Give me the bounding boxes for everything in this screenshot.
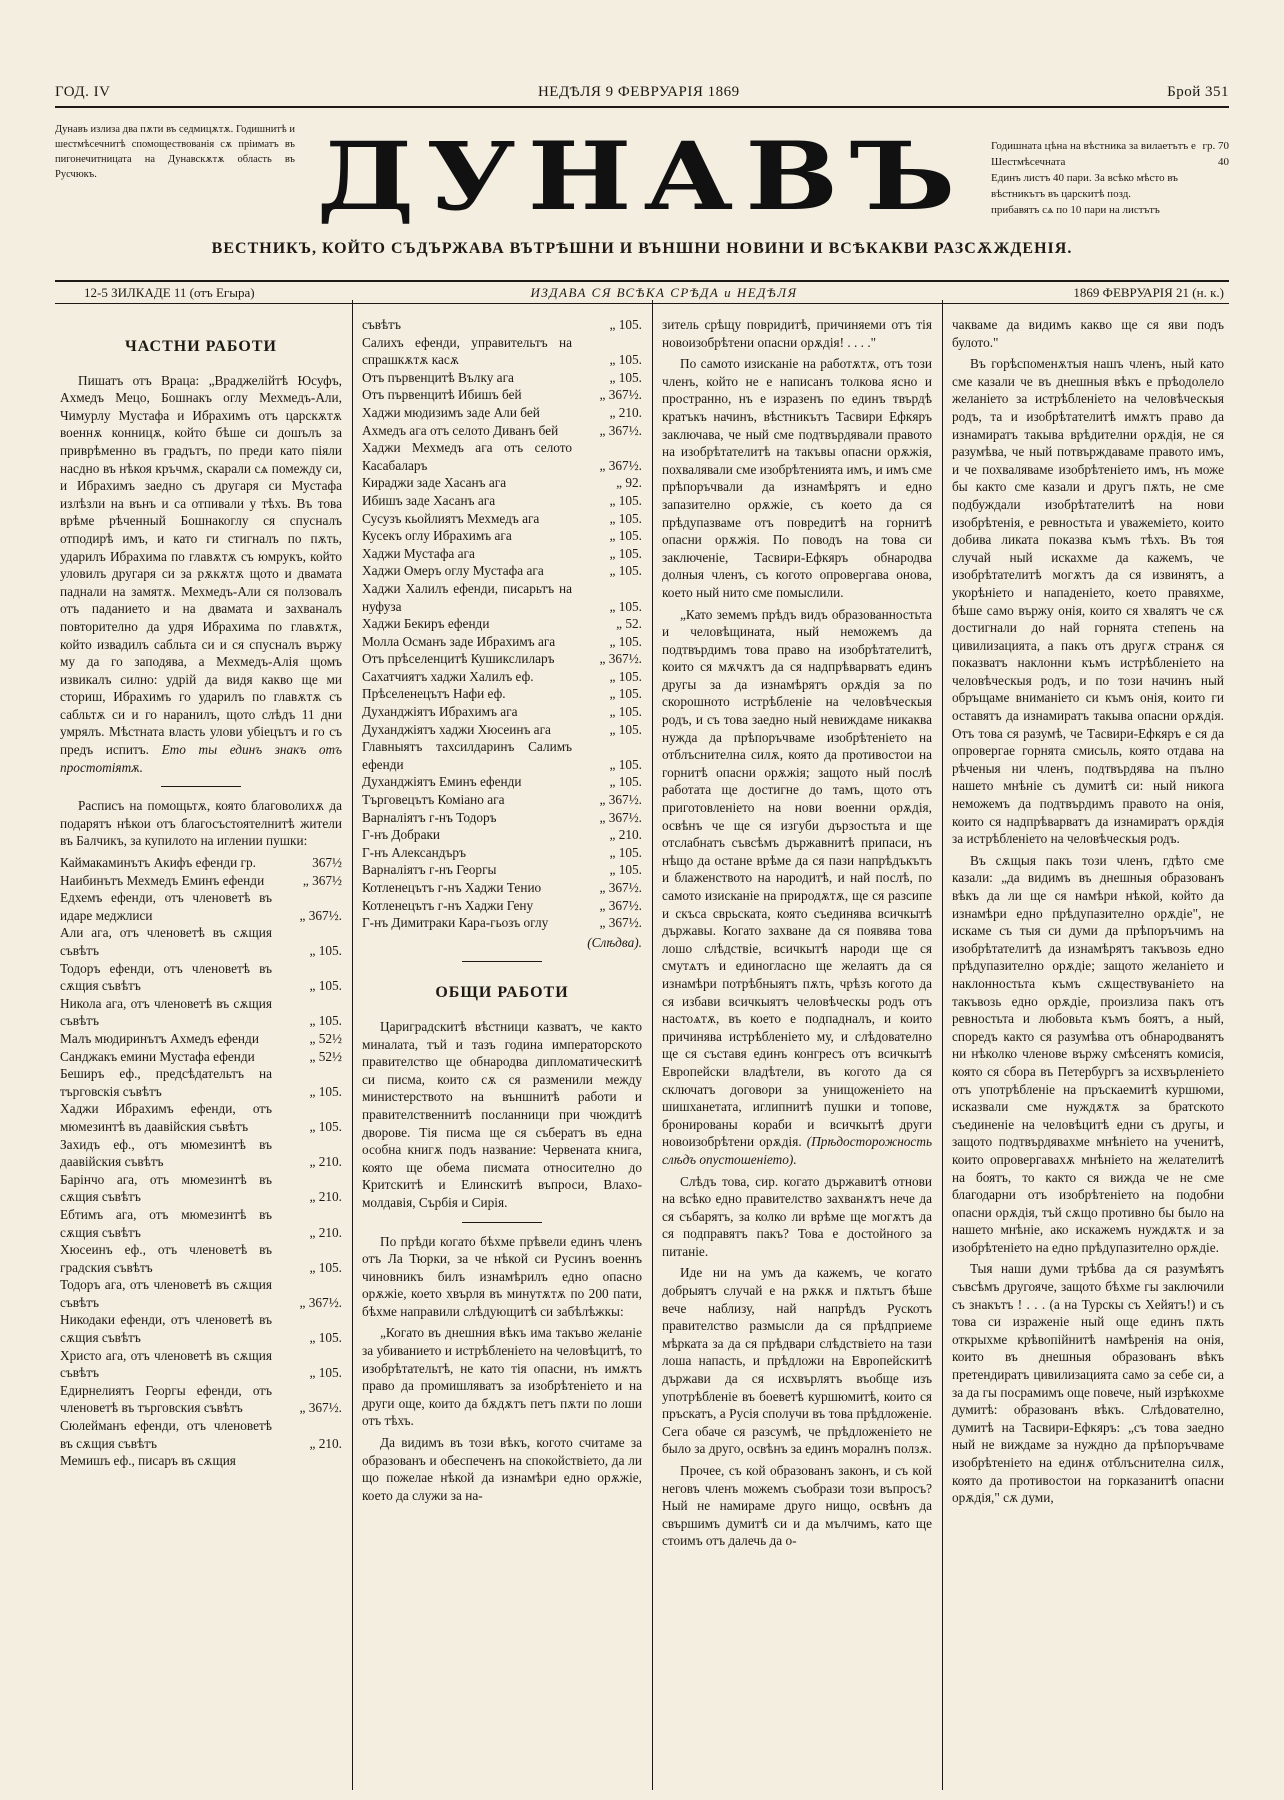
masthead-left-note: Дунавъ излиза два пѫти въ седмицѫтѫ. Годишнитѣ и шестмѣсечнитѣ спомоществованія сѫ пріиматъ въ пигонечитницата на Дунавскѫтѫ область въ Русчюкъ. <box>55 124 295 180</box>
donor-name: Хаджи Бекиръ ефенди <box>362 616 490 632</box>
column-divider <box>352 300 353 1790</box>
publication-schedule: ИЗДАВА СЯ ВСѢКА СРѢДА и НЕДѢЛЯ <box>530 285 798 300</box>
donation-amount: „ 105. <box>609 352 642 368</box>
column-4 <box>952 316 1224 1786</box>
donor-name: Отъ прѣселенцитѣ Кушикслиларъ <box>362 651 555 667</box>
donation-entry <box>362 334 642 369</box>
column-2 <box>362 316 642 1786</box>
donation-amount: „ 105. <box>609 844 642 860</box>
donation-amount: „ 210. <box>309 1435 342 1451</box>
donation-amount: „ 105. <box>609 369 642 385</box>
newspaper-subtitle: ВЕСТНИКЪ, КОЙТО СЪДЪРЖАВА ВЪТРѢШНИ И ВЪНШНИ НОВИНИ И ВСѢКАКВИ РАЗСѪЖДЕНІЯ. <box>211 240 1073 257</box>
donation-amount: „ 105. <box>309 1013 342 1029</box>
top-line <box>55 84 1229 101</box>
article-paragraph: Пишатъ отъ Враца: „Враджелійтѣ Юсуфъ, Ахмедъ Мецо, Бошнакъ оглу Мехмедъ-Али, Чимурлу Мустафа и Ибрахимъ отъ царскѫтѫ военнѫ конницѫ, който бѣше си дошълъ за приврѣменно въ градътъ, по преди като піяли насдно въ нѣкоя кръчмѫ, скарали сѧ помежду си, и Ибрахимъ заедно съ другаря си Мустафа излѣзли на вънъ и са отпивали у тѣхъ. Въ това врѣме рѣченный Бошнакоглу ся спусналъ отподирѣ имъ, и като ги стигналъ по пѫть, ударилъ Ибрахима по главѫтѫ съ юмрукъ, който уловилъ другаря си за рѫкѫтѫ щото и двамата паднали на замятѫ. Мехмедъ-Али ся ползовалъ отъ паданието и на двамата и захваналъ повторително да удря Ибрахима по главѫтѫ, който извадилъ сабльта си и ся спусналъ вържу му да го заподява, а Мехмедъ-Алія щомъ извикалъ силно: удрій да видя какво ще ми сториш, Ибрахимъ го ударилъ по главѫтѫ съ сабльтѫ си и го наранилъ, щото слѣдъ 11 дни умрялъ. Мѣстната власть улови убіецътъ и го съ предъ испитъ. Ето ты единъ знакъ отъ простотіятѫ. <box>60 372 342 775</box>
article-paragraph: По прѣди когато бѣхме прѣвели единъ членъ отъ Ла Тюрки, за че нѣкой си Русинъ военнъ чиновникъ билъ изнамѣрилъ едно опасно орѫжіе, което хвърля въ минутѫтѫ по 200 пати, бѣхме направили слѣдующитѣ си забѣлѣжкы: <box>362 1233 642 1319</box>
donor-name: Котленецътъ г-нъ Хаджи Тенио <box>362 880 542 895</box>
donation-amount: „ 105. <box>309 1365 342 1381</box>
donation-amount: „ 367½. <box>299 1294 342 1310</box>
donation-entry <box>362 844 642 862</box>
donation-entry <box>362 650 642 668</box>
donation-amount: „ 105. <box>609 492 642 508</box>
donation-amount: „ 367½. <box>599 809 642 825</box>
donor-name: Никола ага, отъ членоветѣ въ сѫщия съвѣтъ <box>60 995 272 1029</box>
donation-entry <box>362 404 642 422</box>
donation-amount: „ 52½ <box>309 1048 342 1064</box>
donor-name: Санджакъ емини Мустафа ефенди <box>60 1048 255 1064</box>
donation-amount: „ 105. <box>609 686 642 702</box>
donor-name: Отъ първенцитѣ Вълку ага <box>362 369 514 385</box>
donation-entry <box>362 386 642 404</box>
masthead-price-box <box>991 138 1229 218</box>
donation-entry <box>362 422 642 440</box>
donation-entry <box>362 897 642 915</box>
donation-amount: „ 105. <box>309 978 342 994</box>
donation-entry <box>60 889 342 924</box>
donor-name: Г-нъ Димитраки Кара-гьозъ оглу <box>362 915 549 931</box>
donor-name: Главныятъ тахсилдаринъ Салимъ ефенди <box>362 739 572 772</box>
donation-amount: „ 105. <box>609 563 642 579</box>
price-line: Единъ листъ 40 пари. За всѣко мѣсто въ вѣстникътъ въ царскитѣ позд. <box>991 172 1178 200</box>
donor-name: Наибинътъ Мехмедъ Еминъ ефенди <box>60 872 265 888</box>
donor-name: Хаджи Мустафа ага <box>362 545 475 561</box>
donor-name: Хаджи Мехмедъ ага отъ селото Касабаларъ <box>362 440 572 473</box>
donation-amount: „ 367½. <box>599 387 642 403</box>
donation-amount: „ 105. <box>609 756 642 772</box>
donation-amount: „ 210. <box>609 827 642 843</box>
donation-entry <box>60 1171 342 1206</box>
donor-name: Кусекъ оглу Ибрахимъ ага <box>362 528 512 544</box>
donation-entry <box>60 924 342 959</box>
donation-entry <box>60 1311 342 1346</box>
article-paragraph: По самото изисканіе на работѫтѫ, отъ този членъ, който не е написанъ толкова ясно и пространно, нъ е изразенъ по единъ твърдѣ кратъкъ начинъ, вѣстникътъ Тасвири Ефкяръ заключава, че ный сме подтвърдявали правото на изобрѣтателитѣ на такъвы опасни орѫжія, похвалявали сме изобрѣтенията имъ, и имъ сме прѣпоръчвали да изнамѣрятъ и едно запазително орѫжіе, съ което да ся прѣдупазваме отъ повредитѣ на горнитѣ опасни орѫжія. По поводъ на това си заключеніе, Тасвири-Ефкяръ обнародва долныя членъ, съ когото опровергава онова, което ный нито сме помыслили. <box>662 356 932 600</box>
donation-entry <box>362 809 642 827</box>
section-heading-general: ОБЩИ РАБОТИ <box>435 984 569 1002</box>
article-separator <box>462 1222 542 1223</box>
donation-amount: „ 105. <box>309 1259 342 1275</box>
donation-amount: „ 52. <box>616 616 642 632</box>
column-divider <box>942 300 943 1790</box>
column-3 <box>662 316 932 1786</box>
issue-date: НЕДѢЛЯ 9 ФЕВРУАРІЯ 1869 <box>537 84 740 100</box>
donation-entry <box>362 861 642 879</box>
donor-name: Тодоръ ефенди, отъ членоветѣ въ сѫщия съвѣтъ <box>60 960 272 994</box>
donation-amount: „ 105. <box>609 704 642 720</box>
donation-amount: „ 367½ <box>302 872 342 888</box>
newspaper-title: ДУНАВЪ <box>316 121 968 232</box>
dateline <box>84 285 1224 301</box>
donation-entry <box>362 633 642 651</box>
donor-name: Барінчо ага, отъ мюмезинтѣ въ сѫщия съвѣтъ <box>60 1171 272 1205</box>
donor-name: Отъ първенцитѣ Ибишъ бей <box>362 387 522 403</box>
donation-amount: „ 105. <box>609 774 642 790</box>
donor-name: Търговецътъ Коміано ага <box>362 792 505 808</box>
dateline-bottom-rule <box>55 303 1229 304</box>
donor-name: Духанджіятъ хаджи Хюсеинъ ага <box>362 721 551 737</box>
article-paragraph: Иде ни на умъ да кажемъ, че когато добрыятъ случай е на рѫкѫ и пѫтьтъ бѣше вече наблизу, най напрѣдъ Рускотъ правителство размысли да ся прѣдприеме мѣрката за да ся прѣдвари слѣдствіето на тази лоша напасть, и прѣдложи на Европейскитѣ държави да ся исхвърлятъ въобще изъ употрѣбленіе въ боеветѣ куршюмитѣ, които ся пръскатъ, а Русія сполучи въ това прѣдложеніе. Сега обаче ся разсумѣ, че прѣдложеніето не было за друго, освѣнъ за единъ моралнъ ползѫ. <box>662 1265 932 1457</box>
donation-entry <box>362 510 642 528</box>
donation-amount: „ 367½. <box>599 457 642 473</box>
article-paragraph: „Когато въ днешния вѣкъ има такъво желаніе за убиванието и истрѣбленіето на человѣцитѣ, то изобрѣтательтѣ, не като тія опасни, нъ имѫтъ право да промишляватъ за изобрѣтеніето и на други още, които да бѫдѫтъ петъ пѫти по лоши отъ тѣхъ. <box>362 1325 642 1429</box>
donation-entry <box>362 580 642 615</box>
donor-name: Хаджи мюдизимъ заде Али бей <box>362 404 540 420</box>
donation-amount: „ 367½. <box>599 422 642 438</box>
donor-name: Ахмедъ ага отъ селото Диванъ бей <box>362 422 559 438</box>
donor-name: Хаджи Халилъ ефенди, писарьтъ на нуфуза <box>362 580 572 614</box>
donation-amount: „ 52½ <box>309 1030 342 1046</box>
hijri-date: 12-5 ЗИЛКАДЕ 11 (отъ Егыра) <box>84 285 255 300</box>
article-paragraph: „Като земемъ прѣдъ видъ образованностьта и человѣщината, ный неможемъ да подтвърдимъ това право на изобрѣтателитѣ, които ся мѫчѫтъ да ся надпрѣварватъ единъ другы за да изнамѣрятъ орѫдія за по скорошното истрѣбленіе на человѣческыя родъ, и съ това заедно ный невиждаме никаква нужда да прѣпоръчваме изобрѣтеніето на отблъснителна силѫ, която да противостои на горнитѣ опасни орѫжія; защото ный послѣ работата ще достигне до тамъ, щото отъ приготовленіето на нови военни орѫдія, освѣнъ че ще ся изгуби дързостьта и ще отслабнатъ съвсѣмъ държавнитѣ припаси, нъ нѣщо да остане врѣме да ся пази напрѣдъкътъ и блаженството на народитѣ, и най послѣ, по самото изисканіе на природѫтѫ, ще ся разсипе и скъса сврьската, която съединява всичкытѣ държавы. Когато захване да ся появява това лошо слѣдствіе, всичкытѣ народи ще ся смутѧтъ и единогласно ще желаятъ да ся изнамѣри потрѣбныятъ пѫть, чрѣзъ когото да ся избави всичкыятъ человѣческы родъ отъ настоѧтѫ, въ което е подпадналъ, и които причинява истрѣбленіето му, и слѣдователно ще ся съставя единъ конгресъ отъ всичкытѣ Европейски владѣтели, въ когото да ся сключатъ договори за унищоженіето на шишханетата, иглипнитѣ пушки и топове, бронированы кораби и всичкытѣ други новоизобрѣтени орѫдія. (Прѣдосторожность слѣдъ опустошеніето). <box>662 606 932 1167</box>
donation-entry <box>362 562 642 580</box>
donation-amount: „ 367½. <box>599 897 642 913</box>
donation-entry <box>362 773 642 791</box>
donation-entry <box>362 474 642 492</box>
donation-entry <box>60 1048 342 1066</box>
donation-entry <box>362 879 642 897</box>
donation-amount: „ 210. <box>309 1154 342 1170</box>
donation-amount: „ 105. <box>309 943 342 958</box>
donation-amount: „ 367½. <box>599 880 642 895</box>
column-divider <box>652 300 653 1790</box>
donor-name: Духанджіятъ Ибрахимъ ага <box>362 704 518 720</box>
donation-amount: „ 210. <box>609 404 642 420</box>
donation-entry <box>362 668 642 686</box>
donor-name: Едирнелиятъ Георгы ефенди, отъ членоветѣ въ търговския съвѣтъ <box>60 1382 272 1416</box>
donation-amount: „ 105. <box>609 668 642 684</box>
donation-amount: „ 105. <box>609 598 642 614</box>
donor-name: Хюсеинъ еф., отъ членоветѣ въ градския съвѣтъ <box>60 1242 272 1275</box>
donor-name: Едхемъ ефенди, отъ членоветѣ въ идаре меджлиси <box>60 890 272 923</box>
donation-amount: „ 367½. <box>599 915 642 931</box>
donation-amount: „ 367½. <box>599 651 642 667</box>
donor-name: Духанджіятъ Еминъ ефенди <box>362 774 522 790</box>
donation-entry <box>362 527 642 545</box>
donor-name: Сюлейманъ ефенди, отъ членоветѣ въ сѫщия съвѣтъ <box>60 1418 272 1451</box>
donation-amount: „ 105. <box>609 862 642 878</box>
article-paragraph: Въ горѣспоменѫтыя нашъ членъ, ный като сме казали че въ днешныя вѣкъ е прѣодолело желаніето за истрѣбленіето на человѣческыя родъ, та и изобрѣтателитѣ имѫтъ право да изнамиратъ такывa врѣдителни орѫдія, не ся разумѣва, че ный потвърждаваме правото имъ, и че похваляваме изобрѣтеніето имъ, нъ може бы както сме казали и другъ пѫть, не сме подбуждали изобрѣтателитѣ на нови изобрѣтенія, е ревностьта и уважеміето, които добива ликата показва къмъ тѣхъ. Въ тоя случай ный искахме да кажемъ, че изобрѣтателитѣ могѫтъ да ся извинятъ, а укорѣніето и нападеніето, което правяхме, бѣше само вържу онія, които ся хвалятъ че сѫ достигнали до най горнята степень на цивилизацията, а пакъ отъ другѫ странѫ ся показватъ наклонни къмъ истрѣбленіето на человѣческыя родъ, и по този начинъ ный обръщаме вниманіето си къмъ онія, които ги оставятъ да изнамиратъ такывa опасни орѫдія. Отъ това ся разумѣ, че Тасвири-Ефкяръ е ся да опровергае горнята смисьль, която отдава на рѣченыя ни членъ, подтвърдява на пълно нашето мнѣніе съ думитѣ си: ный никога неможемъ да подтвърдимъ правото на онія, които ся надпрѣварватъ да изнамиратъ орѫдія за истрѣбленіето на человѣческыя родъ. <box>952 356 1224 847</box>
donation-entry <box>362 316 642 334</box>
article-separator <box>462 961 542 962</box>
donor-name: Хаджи Омеръ оглу Мустафа ага <box>362 563 544 579</box>
issue-number: Брой 351 <box>1167 84 1229 100</box>
donor-name: Беширъ еф., предсѣдательтъ на търговскія съвѣтъ <box>60 1066 272 1099</box>
donation-amount: „ 105. <box>609 633 642 649</box>
donor-name: Али ага, отъ членоветѣ въ сѫщия съвѣтъ <box>60 925 272 958</box>
donor-name: Г-нъ Александъръ <box>362 844 466 860</box>
donation-amount: „ 105. <box>609 721 642 737</box>
donation-amount: „ 105. <box>309 1330 342 1346</box>
donation-entry <box>362 791 642 809</box>
donor-name: Тодоръ ага, отъ членоветѣ въ сѫщия съвѣтъ <box>60 1277 272 1310</box>
donation-amount: „ 105. <box>309 1083 342 1099</box>
donation-entry <box>60 1100 342 1135</box>
donation-amount: „ 210. <box>309 1224 342 1240</box>
donor-name: Салихъ ефенди, управительтъ на спрашкѫтѫ касѫ <box>362 334 572 368</box>
donation-amount: „ 105. <box>309 1118 342 1134</box>
donor-name: Ибишъ заде Хасанъ ага <box>362 492 496 508</box>
donation-amount: „ 367½. <box>299 907 342 923</box>
donation-entry <box>60 1136 342 1171</box>
donation-entry <box>60 872 342 890</box>
donation-entry <box>362 703 642 721</box>
year-label: ГОД. IV <box>55 84 111 100</box>
donor-name: Прѣселенецътъ Нафи еф. <box>362 686 506 702</box>
donation-amount: „ 367½. <box>299 1400 342 1416</box>
donor-name: Котленецътъ г-нъ Хаджи Гену <box>362 897 534 913</box>
article-paragraph: зитель срѣщу повридитѣ, причиняеми отъ тія новоизобрѣтени опасни орѫдія! . . . ." <box>662 317 932 350</box>
donation-list <box>60 854 342 1470</box>
donor-name: Сахатчиятъ хаджи Халилъ еф. <box>362 668 534 684</box>
donation-entry <box>362 738 642 773</box>
donation-entry <box>60 960 342 995</box>
donation-amount: „ 105. <box>609 545 642 561</box>
donor-name: Варналіятъ г-нъ Георгы <box>362 862 497 878</box>
donor-name: Никодаки ефенди, отъ членоветѣ въ сѫщия съвѣтъ <box>60 1312 272 1346</box>
donor-name: съвѣтъ <box>362 317 401 332</box>
article-paragraph: Тыя наши думи трѣбва да ся разумѣятъ съвсѣмъ другояче, защото бѣхме гы заключили съ знакътъ ! . . . (а на Турскы съ Хейятъ!) и съ това си израженіе ный още единъ пѫть открыхме крѣвопійнитѣ намѣренія на онія, които въ днешныя образованъ вѣкъ претендиратъ цивилизацията само за себе си, а за да гы посрамимъ още повече, ный изрѣкохме думитѣ: образованъ вѣкъ. Слѣдователно, думитѣ на Тасвири-Ефкяръ: „съ това заедно ный не виждаме за нуждно да прѣпоръчваме изобрѣтеніето на единѫ отблъснителна силѫ, която да противостои на горказанитѣ опасни орѫдія," сѫ думи, <box>952 1261 1224 1506</box>
donation-amount: „ 210. <box>309 1189 342 1205</box>
donation-list <box>362 316 642 932</box>
price-line: прибавятъ сѧ по 10 пари на листътъ <box>991 204 1160 216</box>
top-rule <box>55 106 1229 108</box>
donor-name: Христо ага, отъ членоветѣ въ сѫщия съвѣтъ <box>60 1347 272 1381</box>
quoted-note: (Прѣдосторожность слѣдъ опустошеніето). <box>662 1134 932 1167</box>
donation-entry <box>362 369 642 387</box>
donation-amount: „ 105. <box>609 317 642 332</box>
donation-entry <box>60 1417 342 1452</box>
price-line: Шестмѣсечната 40 <box>991 156 1229 168</box>
editor-note: Ето ты единъ знакъ отъ простотіятѫ. <box>60 742 342 775</box>
donor-name: Малъ мюдиринътъ Ахмедъ ефенди <box>60 1030 259 1046</box>
donation-amount: „ 105. <box>609 510 642 526</box>
article-paragraph: Расписъ на помощьтѫ, която благоволихѫ да подарятъ нѣкои отъ благосъстоятелнитѣ жители въ Балчикъ, за купилото на иглении пушки: <box>60 798 342 849</box>
donation-entry <box>60 1452 342 1470</box>
donation-entry <box>60 1241 342 1276</box>
donor-name: Варналіятъ г-нъ Тодоръ <box>362 809 497 825</box>
donation-entry <box>362 439 642 474</box>
donor-name: Г-нъ Добраки <box>362 827 441 843</box>
donation-entry <box>60 1276 342 1311</box>
donor-name: Захидъ еф., отъ мюмезинтѣ въ даавійския съвѣтъ <box>60 1136 272 1170</box>
article-separator <box>161 786 241 787</box>
donation-entry <box>60 1030 342 1048</box>
donation-entry <box>60 995 342 1030</box>
donor-name: Каймакаминътъ Акифъ ефенди гр. <box>60 855 256 871</box>
donation-entry <box>60 1206 342 1241</box>
continued-mark: (Слѣдва). <box>587 934 642 950</box>
donation-entry <box>362 685 642 703</box>
donation-entry <box>362 492 642 510</box>
article-paragraph: чакваме да видимъ какво ще ся яви подъ булото." <box>952 317 1224 350</box>
dateline-top-rule <box>55 280 1229 282</box>
article-paragraph: Въ сѫщыя пакъ този членъ, гдѣто сме казали: „да видимъ въ днешныя образованъ вѣкъ да ли ще ся намѣри нѣкой, който да изнамѣри едно прѣдупазително орѫдіе", не искаме съ тыя си думи да прѣпоръчимъ на изобрѣтателитѣ да изнамѣрятъ такъвозь едно прѣдупазително орѫдіе; защото желаніето и наклонностьта къмъ сѫществуваніето на такъвозь едно орѫдіе, произлиза пакъ отъ ревностьта и любовьта къмъ боятъ, а ный, споредъ както ся разумѣва отъ обнародванятъ ни нѣколко членове вържу смѣсенятъ комисія, която ся сбора въ Петербургъ за исхвърленіето отъ употрѣбленіе на пръскаемитѣ куршюми, исказвали сме нуждѫтѫ за братското съединеніе на человѣцитѣ едни съ другы, и защото подтвърдявахме мнѣніето на ученитѣ, които опровергавахѫ мнѣніето на желателитѣ на боятъ, то както ся вижда че не сме благодарни отъ изобрѣтеніето на подобни опасни орѫдія, тъй сѫщо противно бы было на нашето мнѣніе, ако искажемъ нуждѫтѫ и за изобрѣтеніето на едно прѣдупазително орѫдіе. <box>952 852 1224 1255</box>
donor-name: Молла Османъ заде Ибрахимъ ага <box>362 633 556 649</box>
price-line: Годишната цѣна на вѣстника за вилаетътъ е гр. 70 <box>991 140 1229 152</box>
donation-entry <box>362 826 642 844</box>
article-paragraph: Прочее, съ кой образованъ законъ, и съ кой неговъ членъ можемъ съобрази този въпросъ? Ный не намираме друго нищо, освѣнъ да свършимъ думитѣ си и да мълчимъ, като ще стоимъ отъ далечь да о- <box>662 1463 932 1549</box>
donation-amount: „ 92. <box>616 475 642 491</box>
donation-entry <box>60 1065 342 1100</box>
donation-entry <box>362 721 642 739</box>
donation-amount: „ 367½. <box>599 792 642 808</box>
gregorian-date: 1869 ФЕВРУАРІЯ 21 (н. к.) <box>1073 285 1224 300</box>
donor-name: Мемишъ еф., писаръ въ сѫщия <box>60 1453 236 1469</box>
section-heading-private: ЧАСТНИ РАБОТИ <box>125 338 277 355</box>
donation-amount: „ 105. <box>609 528 642 544</box>
donation-entry <box>362 615 642 633</box>
article-paragraph: Слѣдъ това, сир. когато държавитѣ отнови на всѣко едно правителство захванѫтъ нече да ся събарятъ, за колко ли врѣме ще могѫтъ да ся подправятъ пакъ? Това е достойного за питаніе. <box>662 1173 932 1259</box>
donor-name: Сусузъ кьойлиятъ Мехмедъ ага <box>362 510 540 526</box>
donation-entry <box>60 1382 342 1417</box>
donor-name: Кираджи заде Хасанъ ага <box>362 475 507 491</box>
donation-entry <box>60 1347 342 1382</box>
donation-entry <box>362 914 642 932</box>
donor-name: Хаджи Ибрахимъ ефенди, отъ мюмезинтѣ въ даавійския съвѣтъ <box>60 1101 272 1134</box>
donation-entry <box>60 854 342 872</box>
article-paragraph: Да видимъ въ този вѣкъ, когото считаме за образованъ и обеспеченъ на спокойствіето, да ли що пожелае нѣкой да изнамѣри едно орѫжіе, което да служи за на- <box>362 1435 642 1503</box>
donation-entry <box>362 545 642 563</box>
column-1 <box>60 316 342 1786</box>
donation-amount: 367½ <box>312 855 342 871</box>
article-paragraph: Цариградскитѣ вѣстници казватъ, че както миналата, тъй и тазъ година императорското правителство ще обнародва дипломатическитѣ си писма, които сѫ ся разменили между министерството на външнитѣ работи и правителственнитѣ посланници при чюждитѣ дворове. Тія писма ще ся събератъ въ една особна книгѫ подъ название: Червената книга, която ще обема писмата относително до Критскитѣ и Елинскитѣ въпроси, Влахо-молдавія, Сърбія и Сирія. <box>362 1018 642 1210</box>
donor-name: Ебтимъ ага, отъ мюмезинтѣ въ сѫщия съвѣтъ <box>60 1206 272 1240</box>
